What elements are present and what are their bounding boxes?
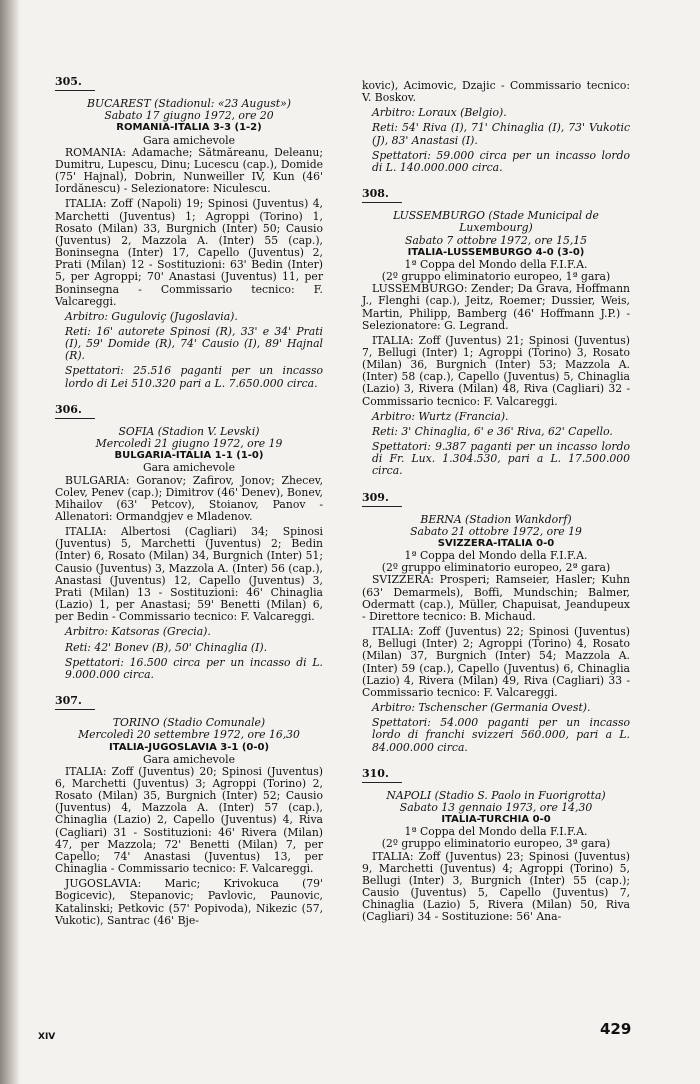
goals: Reti: 54' Riva (I), 71' Chinaglia (I), 73' Vukotic (J), 83' Anastasi (I). [372,121,630,147]
match-type: Gara amichevole [142,461,236,475]
match-date: Mercoledì 20 settembre 1972, ore 16,30 [78,728,300,742]
team-lineup: ITALIA: Zoff (Juventus) 23; Spinosi (Juventus) 9, Marchetti (Juventus) 4; Agroppi (Torino) 5, Bellugi (Inter) 3, Burgnich (Inter) 55 (cap.); Causio (Juventus) 5, Capello (Juventus) 7, Chinaglia (Lazio) 5, Rivera (Milan) 50, Riva (Cagliari) 34 - Sostituzione: 56' Ana- [362,849,630,924]
match-venue: BERNA (Stadion Wankdorf) [420,512,572,526]
referee: Arbitro: Katsoras (Grecia). [65,625,211,639]
match-score: ITALIA-JUGOSLAVIA 3-1 (0-0) [108,741,270,753]
attendance: Spettatori: 54.000 paganti per un incasso lordo di franchi svizzeri 560.000, pari a L. 84.000.000 circa. [372,716,630,754]
attendance: Spettatori: 16.500 circa per un incasso di L. 9.000.000 circa. [65,655,323,681]
left-column [55,62,323,936]
match-score: BULGARIA-ITALIA 1-1 (1-0) [114,450,264,462]
goals: Reti: 42' Bonev (B), 50' Chinaglia (I). [65,640,268,654]
match-date: Sabato 7 ottobre 1972, ore 15,15 [404,233,588,247]
match-venue: SOFIA (Stadion V. Levski) [118,424,260,438]
match-venue: LUSSEMBURGO (Stade Municipal de Luxembourg) [393,209,599,235]
match-group: (2º gruppo eliminatorio europeo, 3ª gara) [381,837,611,851]
goals: Reti: 16' autorete Spinosi (R), 33' e 34' Prati (I), 59' Domide (R), 74' Causio (I), 89' Hajnal (R). [65,324,323,363]
match-score: ROMANIA-ITALIA 3-3 (1-2) [116,122,262,134]
team-lineup: ITALIA: Zoff (Napoli) 19; Spinosi (Juventus) 4, Marchetti (Juventus) 1; Agroppi (Torino) 1, Rosato (Milan) 33, Burgnich (Inter) 50; Causio (Juventus) 2, Mazzola A. (Inter) 55 (cap.), Boninsegna (Inter) 17, Capello (Juventus) 2, Prati (Milan) 12 - Sostituzioni: 63' Bedin (Inter) 5, per Agroppi; 70' Anastasi (Juventus) 11, per Boninsegna - Commissario tecnico: F. Valcareggi. [55,197,323,308]
team-lineup: JUGOSLAVIA: Maric; Krivokuca (79' Bogicevic), Stepanovic; Pavlovic, Paunovic, Katalinski; Petkovic (57' Popivoda), Nikezic (57, Vukotic), Santrac (46' Bje- [55,877,323,927]
referee: Arbitro: Guguloviç (Jugoslavia). [65,309,238,323]
match-date: Mercoledì 21 giugno 1972, ore 19 [95,437,283,451]
divider [55,709,95,710]
match-venue: TORINO (Stadio Comunale) [112,716,266,730]
team-lineup: ITALIA: Zoff (Juventus) 21; Spinosi (Juventus) 7, Bellugi (Inter) 1; Agroppi (Torino) 3, Rosato (Milan) 36, Burgnich (Inter) 53; Mazzola A. (Inter) 58 (cap.), Capello (Juventus) 5, Chinaglia (Lazio) 3, Rivera (Milan) 48, Riva (Cagliari) 32 - Commissario tecnico: F. Valcareggi. [362,333,630,408]
match-type: 1ª Coppa del Mondo della F.I.F.A. [404,549,588,563]
match-305 [55,76,323,390]
referee: Arbitro: Tschenscher (Germania Ovest). [372,701,591,715]
divider [362,202,402,203]
match-date: Sabato 21 ottobre 1972, ore 19 [410,524,582,538]
goals: Reti: 3' Chinaglia, 6' e 36' Riva, 62' Capello. [372,424,613,438]
match-number: 309. [362,490,389,504]
team-lineup: BULGARIA: Goranov; Zafirov, Jonov; Zhecev, Colev, Penev (cap.); Dimitrov (46' Denev), Bonev, Mihailov (63' Petcov), Stoianov, Panov - Allenatori: Ormandgjev e Mladenov. [55,473,323,523]
referee: Arbitro: Loraux (Belgio). [372,106,507,120]
match-group: (2º gruppo eliminatorio europeo, 2ª gara) [381,561,611,575]
attendance: Spettatori: 59.000 circa per un incasso lordo di L. 140.000.000 circa. [372,148,630,174]
match-number: 306. [55,402,82,416]
team-lineup: LUSSEMBURGO: Zender; Da Grava, Hoffmann J., Flenghi (cap.), Jeitz, Roemer; Dussier, Weis, Martin, Philipp, Bamberg (46' Hoffmann J.P.) - Selezionatore: G. Legrand. [362,282,630,332]
match-score: ITALIA-LUSSEMBURGO 4-0 (3-0) [407,246,585,258]
team-lineup: ROMANIA: Adamache; Sătmăreanu, Deleanu; Dumitru, Lupescu, Dinu; Lucescu (cap.), Domide (75' Hajnal), Dobrin, Nunweiller IV, Kun (46' Iordănescu) - Selezionatore: Niculescu. [55,145,323,196]
team-lineup: ITALIA: Zoff (Juventus) 20; Spinosi (Juventus) 6, Marchetti (Juventus) 3; Agroppi (Torino) 2, Rosato (Milan) 35, Burgnich (Inter) 52; Causio (Juventus) 4, Mazzola A. (Inter) 57 (cap.), Chinaglia (Lazio) 2, Capello (Juventus) 4, Riva (Cagliari) 31 - Sostituzioni: 46' Rivera (Milan) 47, per Mazzola; 72' Benetti (Milan) 7, per Capello; 74' Anastasi (Juventus) 13, per Chinaglia - Commissario tecnico: F. Valcareggi. [55,764,323,876]
divider [362,506,402,507]
match-number: 307. [55,694,82,708]
match-date: Sabato 17 giugno 1972, ore 20 [104,109,274,123]
right-column [362,80,630,933]
match-score: ITALIA-TURCHIA 0-0 [441,814,551,826]
divider [55,418,95,419]
match-group: (2º gruppo eliminatorio europeo, 1ª gara) [381,270,611,284]
book-spine-shadow [0,0,20,1084]
attendance: Spettatori: 9.387 paganti per un incasso lordo di Fr. Lux. 1.304.530, pari a L. 17.500.000 circa. [372,440,630,478]
match-310 [362,768,630,924]
match-307-continued [362,80,630,174]
match-type: Gara amichevole [142,133,236,147]
divider [55,90,95,91]
match-number: 305. [55,75,82,88]
page-number: 429 [600,1020,632,1038]
team-lineup: ITALIA: Albertosi (Cagliari) 34; Spinosi (Juventus) 5, Marchetti (Juventus) 2; Bedin (Inter) 6, Rosato (Milan) 34, Burgnich (Inter) 51; Causio (Juventus) 3, Mazzola A. (Inter) 56 (cap.), Anastasi (Juventus) 12, Capello (Juventus) 3, Prati (Milan) 13 - Sostituzioni: 46' Chinaglia (Lazio) 1, per Anastasi; 59' Benetti (Milan) 6, per Bedin - Commissario tecnico: F. Valcareggi. [55,525,323,624]
referee: Arbitro: Wurtz (Francia). [372,409,509,423]
team-lineup-continued: kovic), Acimovic, Dzajic - Commissario tecnico: V. Boskov. [362,79,630,105]
match-number: 308. [362,187,389,201]
match-309 [362,492,630,754]
match-date: Sabato 13 gennaio 1973, ore 14,30 [399,800,593,814]
match-type: 1ª Coppa del Mondo della F.I.F.A. [404,257,588,271]
match-306 [55,404,323,681]
signature-mark: XIV [38,1032,56,1042]
match-307 [55,695,323,927]
attendance: Spettatori: 25.516 paganti per un incasso lordo di Lei 510.320 pari a L. 7.650.000 circa. [65,364,323,390]
divider [362,782,402,783]
match-number: 310. [362,766,389,780]
match-type: 1ª Coppa del Mondo della F.I.F.A. [404,825,588,839]
match-venue: NAPOLI (Stadio S. Paolo in Fuorigrotta) [386,788,606,802]
match-score: SVIZZERA-ITALIA 0-0 [437,538,555,549]
match-308 [362,188,630,477]
team-lineup: SVIZZERA: Prosperi; Ramseier, Hasler; Kuhn (63' Demarmels), Boffi, Mundschin; Balmer, Odermatt (cap.), Müller, Chapuisat, Jeandupeux - Direttore tecnico: B. Michaud. [362,573,630,623]
match-venue: BUCAREST (Stadionul: «23 August») [87,97,291,111]
match-type: Gara amichevole [142,752,236,766]
team-lineup: ITALIA: Zoff (Juventus) 22; Spinosi (Juventus) 8, Bellugi (Inter) 2; Agroppi (Torino) 4, Rosato (Milan) 37, Burgnich (Inter) 54; Mazzola A. (Inter) 59 (cap.), Capello (Juventus) 6, Chinaglia (Lazio) 4, Rivera (Milan) 49, Riva (Cagliari) 33 - Commissario tecnico: F. Valcareggi. [362,625,630,699]
